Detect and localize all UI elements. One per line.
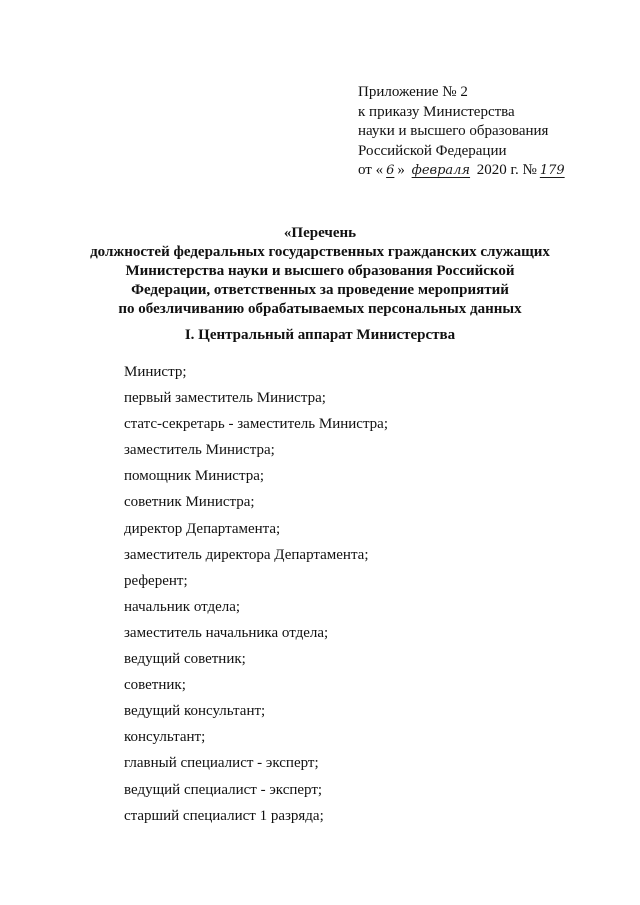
list-item: главный специалист - эксперт; bbox=[124, 755, 319, 772]
date-prefix: от « bbox=[358, 162, 384, 178]
list-item: Министр; bbox=[124, 364, 187, 380]
title-line-4: Федерации, ответственных за проведение мероприятий bbox=[131, 282, 509, 298]
handwritten-month: февраля bbox=[411, 163, 471, 178]
list-item: советник Министра; bbox=[124, 494, 255, 511]
list-item: референт; bbox=[124, 572, 188, 589]
title-line-5: по обезличиванию обрабатываемых персональных данных bbox=[118, 301, 522, 317]
date-year: 2020 г. № bbox=[476, 162, 537, 178]
document-title bbox=[60, 224, 580, 319]
handwritten-order-number: 179 bbox=[539, 163, 565, 178]
list-item: заместитель начальника отдела; bbox=[124, 624, 329, 641]
list-item: первый заместитель Министра; bbox=[124, 390, 326, 407]
title-line-1: «Перечень bbox=[283, 225, 357, 241]
positions-list bbox=[124, 362, 604, 832]
list-item: статс-секретарь - заместитель Министра; bbox=[124, 416, 389, 433]
list-item: ведущий советник; bbox=[124, 651, 246, 668]
list-item: начальник отдела; bbox=[124, 598, 241, 615]
list-item: заместитель директора Департамента; bbox=[124, 546, 369, 563]
appendix-number: Приложение № 2 bbox=[358, 84, 468, 100]
handwritten-day: 6 bbox=[386, 163, 395, 178]
title-line-2: должностей федеральных государственных гражданских служащих bbox=[90, 244, 550, 260]
title-line-3: Министерства науки и высшего образования Российской bbox=[125, 263, 515, 279]
appendix-country: Российской Федерации bbox=[358, 142, 507, 159]
appendix-order-ref: к приказу Министерства bbox=[358, 103, 515, 120]
list-item: консультант; bbox=[124, 729, 206, 746]
appendix-ministry: науки и высшего образования bbox=[358, 123, 549, 139]
list-item: старший специалист 1 разряда; bbox=[124, 807, 324, 824]
date-mid: » bbox=[397, 162, 405, 178]
list-item: помощник Министра; bbox=[124, 468, 265, 485]
list-item: ведущий консультант; bbox=[124, 703, 266, 720]
list-item: заместитель Министра; bbox=[124, 442, 275, 459]
list-item: советник; bbox=[124, 677, 186, 694]
list-item: ведущий специалист - эксперт; bbox=[124, 781, 323, 798]
section-heading: I. Центральный аппарат Министерства bbox=[184, 327, 456, 343]
list-item: директор Департамента; bbox=[124, 520, 281, 537]
appendix-block bbox=[358, 83, 618, 181]
appendix-date-line bbox=[358, 161, 618, 181]
